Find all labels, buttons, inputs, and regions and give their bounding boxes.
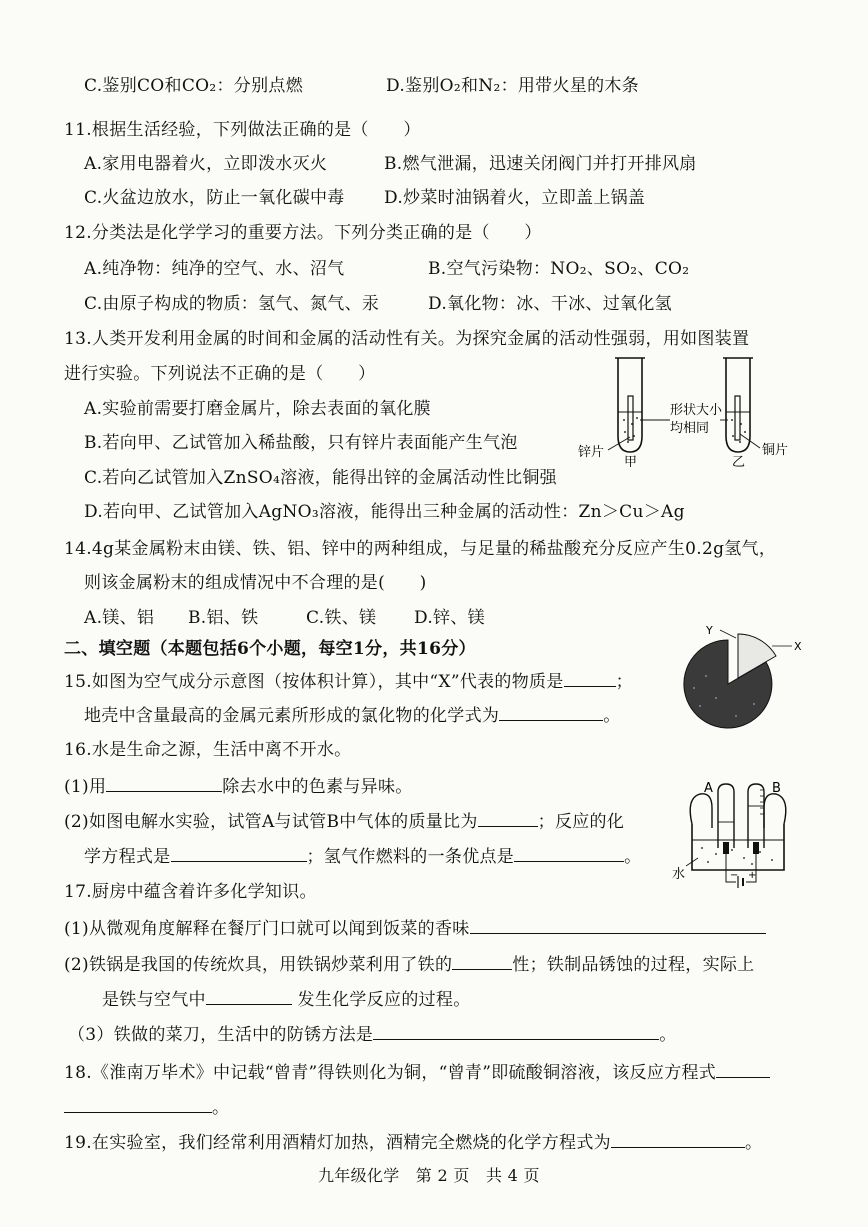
test-tube-figure [578, 352, 808, 467]
svg-text:−: − [730, 870, 739, 881]
q16-answer-blank-3[interactable] [171, 843, 307, 862]
q11-option-a: A.家用电器着火，立即泼水灭火 [84, 154, 328, 174]
q15-answer-blank-2[interactable] [499, 702, 603, 721]
q19-line1-text: 19.在实验室，我们经常利用酒精灯加热，酒精完全燃烧的化学方程式为 [64, 1133, 611, 1153]
q15-line1-end: ； [615, 672, 633, 692]
q18-line2-end: 。 [212, 1098, 230, 1118]
label-same-shape-1: 形状大小 [670, 403, 723, 418]
q17-answer-blank-1[interactable] [470, 915, 766, 934]
label-tube-b: B [772, 781, 781, 796]
q11-stem: 11.根据生活经验，下列做法正确的是（ ） [64, 120, 421, 140]
label-water: 水 [672, 867, 686, 882]
q11-option-d: D.炒菜时油锅着火，立即盖上锅盖 [384, 188, 646, 208]
q14-option-b: B.铝、铁 [188, 608, 259, 628]
q17-answer-blank-3[interactable] [206, 986, 292, 1005]
q18-line2 [64, 1094, 229, 1120]
air-composition-pie-figure [676, 626, 806, 734]
q14-stem-line1: 14.4g某金属粉末由镁、铁、铝、锌中的两种组成，与足量的稀盐酸充分反应产生0.2g氢气， [64, 539, 777, 559]
q17-part3 [68, 1021, 677, 1047]
q13-stem-line2: 进行实验。下列说法不正确的是（ ） [64, 364, 376, 384]
label-same-shape-2: 均相同 [670, 421, 710, 436]
q17-part2-end: 性；铁制品锈蚀的过程，实际上 [512, 955, 755, 975]
q17-part2-line1 [64, 951, 754, 977]
q19-line1-end: 。 [744, 1133, 763, 1153]
q17-part2-line2 [102, 986, 471, 1012]
q16-part2-line1 [64, 808, 624, 834]
q13-option-c: C.若向乙试管加入ZnSO₄溶液，能得出锌的金属活动性比铜强 [84, 468, 557, 488]
q16-part1-start: (1)用 [64, 777, 107, 797]
q12-option-b: B.空气污染物：NO₂、SO₂、CO₂ [428, 259, 690, 279]
q15-answer-blank-1[interactable] [564, 668, 616, 687]
q17-part2-line2-text: 是铁与空气中 [102, 990, 206, 1010]
electrolysis-figure [672, 778, 802, 894]
q15-line1-text: 15.如图为空气成分示意图（按体积计算），其中“X”代表的物质是 [64, 672, 564, 692]
section-2-heading: 二、填空题（本题包括6个小题，每空1分，共16分） [64, 639, 476, 659]
q13-option-d: D.若向甲、乙试管加入AgNO₃溶液，能得出三种金属的活动性：Zn＞Cu＞Ag [84, 502, 685, 522]
q17-answer-blank-4[interactable] [373, 1021, 659, 1040]
svg-text:+: + [748, 870, 757, 881]
q18-answer-blank-2[interactable] [64, 1094, 212, 1113]
q14-stem-line2: 则该金属粉末的组成情况中不合理的是( ) [84, 573, 427, 593]
q13-option-a: A.实验前需要打磨金属片，除去表面的氧化膜 [84, 399, 431, 419]
q17-part2-line2-end: 发生化学反应的过程。 [297, 990, 471, 1010]
q16-part1-end: 除去水中的色素与异味。 [222, 777, 413, 797]
q12-option-c: C.由原子构成的物质：氢气、氮气、汞 [84, 294, 380, 314]
q19-line1 [64, 1129, 762, 1155]
q12-option-a: A.纯净物：纯净的空气、水、沼气 [84, 259, 345, 279]
q16-answer-blank-2[interactable] [478, 808, 538, 827]
q14-option-c: C.铁、镁 [306, 608, 377, 628]
q19-answer-blank[interactable] [611, 1129, 745, 1148]
label-copper-plate: 铜片 [762, 443, 789, 458]
label-zinc-plate: 锌片 [578, 445, 605, 460]
q15-line2-end: 。 [603, 706, 621, 726]
q12-stem: 12.分类法是化学学习的重要方法。下列分类正确的是（ ） [64, 223, 542, 243]
q12-option-d: D.氧化物：冰、干冰、过氧化氢 [428, 294, 672, 314]
q17-stem: 17.厨房中蕴含着许多化学知识。 [64, 882, 317, 902]
q15-line2 [84, 702, 621, 728]
q16-answer-blank-1[interactable] [106, 773, 222, 792]
q16-part2-line2-start: 学方程式是 [84, 847, 171, 867]
q11-option-b: B.燃气泄漏，迅速关闭阀门并打开排风扇 [384, 154, 697, 174]
q17-part3-text: （3）铁做的菜刀，生活中的防锈方法是 [68, 1025, 374, 1045]
q13-stem-line1: 13.人类开发利用金属的时间和金属的活动性有关。为探究金属的活动性强弱，用如图装置 [64, 329, 750, 349]
q18-line1 [64, 1059, 770, 1085]
q18-answer-blank-1[interactable] [716, 1059, 770, 1078]
q17-part3-end: 。 [659, 1025, 677, 1045]
q17-part1-text: (1)从微观角度解释在餐厅门口就可以闻到饭菜的香味 [64, 919, 470, 939]
label-tube-a: A [704, 781, 713, 796]
q17-part2-text: (2)铁锅是我国的传统炊具，用铁锅炒菜利用了铁的 [64, 955, 453, 975]
q17-part1 [64, 915, 766, 941]
q16-part2-line2-mid: ；氢气作燃料的一条优点是 [306, 847, 515, 867]
q16-part2-line2-end: 。 [624, 847, 642, 867]
q16-part2-end: ；反应的化 [537, 812, 625, 832]
q16-part2-line2 [84, 843, 641, 869]
q16-part1 [64, 773, 413, 799]
pie-label-x: X [794, 640, 802, 653]
q15-line2-text: 地壳中含量最高的金属元素所形成的氯化物的化学式为 [84, 706, 500, 726]
q16-stem: 16.水是生命之源，生活中离不开水。 [64, 740, 352, 760]
q13-option-b: B.若向甲、乙试管加入稀盐酸，只有锌片表面能产生气泡 [84, 433, 518, 453]
q15-line1 [64, 668, 633, 694]
q14-option-a: A.镁、铝 [84, 608, 155, 628]
page-footer: 九年级化学 第 2 页 共 4 页 [318, 1166, 540, 1185]
q10-option-c: C.鉴别CO和CO₂：分别点燃 [84, 76, 304, 96]
pie-label-y: Y [706, 626, 713, 637]
label-tube-jia: 甲 [624, 455, 638, 467]
q10-option-d: D.鉴别O₂和N₂：用带火星的木条 [386, 76, 639, 96]
q14-option-d: D.锌、镁 [414, 608, 485, 628]
q16-part2-text: (2)如图电解水实验，试管A与试管B中气体的质量比为 [64, 812, 478, 832]
q16-answer-blank-4[interactable] [514, 843, 624, 862]
label-tube-yi: 乙 [732, 455, 746, 467]
q17-answer-blank-2[interactable] [452, 951, 512, 970]
q18-line1-text: 18.《淮南万毕术》中记载“曾青”得铁则化为铜，“曾青”即硫酸铜溶液，该反应方程式 [64, 1063, 717, 1083]
q11-option-c: C.火盆边放水，防止一氧化碳中毒 [84, 188, 345, 208]
